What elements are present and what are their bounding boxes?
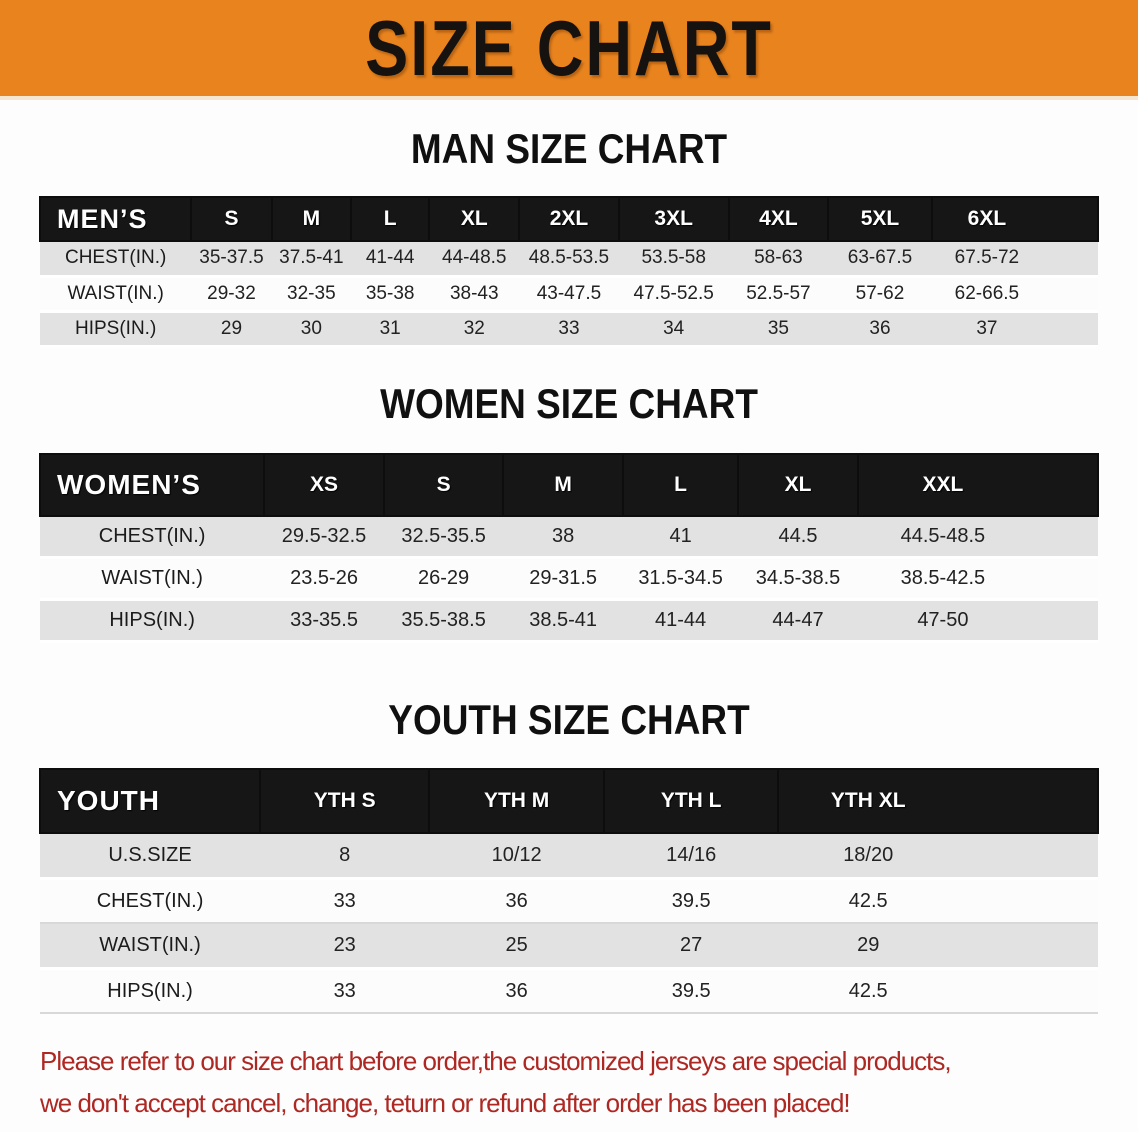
size-value: 47.5-52.5 bbox=[619, 276, 729, 311]
table-row bbox=[40, 311, 1098, 346]
size-value: 62-66.5 bbox=[932, 276, 1098, 311]
size-value: 29 bbox=[191, 311, 271, 346]
women-size-table bbox=[39, 453, 1099, 644]
size-column-header: YTH L bbox=[604, 769, 779, 833]
size-header-row bbox=[40, 454, 1098, 516]
size-value: 35 bbox=[729, 311, 828, 346]
size-value: 44-48.5 bbox=[429, 241, 519, 276]
table-row bbox=[40, 923, 1098, 968]
size-column-header: 4XL bbox=[729, 197, 828, 241]
size-column-header: XL bbox=[429, 197, 519, 241]
size-value: 33 bbox=[260, 878, 429, 923]
table-corner-label: MEN’S bbox=[40, 197, 191, 241]
size-value: 41-44 bbox=[623, 600, 738, 642]
size-value: 26-29 bbox=[384, 558, 504, 600]
size-value: 37 bbox=[932, 311, 1098, 346]
size-column-header: 3XL bbox=[619, 197, 729, 241]
size-value: 33-35.5 bbox=[264, 600, 384, 642]
row-label: U.S.SIZE bbox=[40, 833, 260, 878]
size-column-header: M bbox=[272, 197, 351, 241]
size-column-header: L bbox=[623, 454, 738, 516]
table-corner-label: WOMEN’S bbox=[40, 454, 264, 516]
size-value: 44-47 bbox=[738, 600, 858, 642]
row-label: HIPS(IN.) bbox=[40, 600, 264, 642]
size-value: 41 bbox=[623, 516, 738, 558]
size-value: 37.5-41 bbox=[272, 241, 351, 276]
size-value: 42.5 bbox=[778, 878, 1098, 923]
men-section bbox=[0, 127, 1138, 348]
row-label: HIPS(IN.) bbox=[40, 968, 260, 1013]
table-row bbox=[40, 878, 1098, 923]
table-row bbox=[40, 833, 1098, 878]
size-value: 47-50 bbox=[858, 600, 1098, 642]
size-value: 32-35 bbox=[272, 276, 351, 311]
row-label: WAIST(IN.) bbox=[40, 558, 264, 600]
size-column-header: XS bbox=[264, 454, 384, 516]
table-row bbox=[40, 516, 1098, 558]
men-size-table bbox=[39, 196, 1099, 348]
table-row bbox=[40, 276, 1098, 311]
size-value: 48.5-53.5 bbox=[519, 241, 618, 276]
row-label: HIPS(IN.) bbox=[40, 311, 191, 346]
size-value: 36 bbox=[429, 968, 604, 1013]
size-value: 43-47.5 bbox=[519, 276, 618, 311]
size-value: 41-44 bbox=[351, 241, 429, 276]
size-value: 57-62 bbox=[828, 276, 932, 311]
table-row bbox=[40, 968, 1098, 1013]
size-column-header: S bbox=[191, 197, 271, 241]
size-value: 53.5-58 bbox=[619, 241, 729, 276]
size-value: 36 bbox=[429, 878, 604, 923]
size-value: 31.5-34.5 bbox=[623, 558, 738, 600]
size-value: 34.5-38.5 bbox=[738, 558, 858, 600]
youth-section-heading: YOUTH SIZE CHART bbox=[388, 696, 750, 744]
size-value: 35-37.5 bbox=[191, 241, 271, 276]
banner-title: SIZE CHART bbox=[365, 4, 773, 92]
size-column-header: YTH M bbox=[429, 769, 604, 833]
size-value: 10/12 bbox=[429, 833, 604, 878]
size-value: 39.5 bbox=[604, 878, 779, 923]
disclaimer bbox=[40, 1040, 1138, 1124]
disclaimer-line-2: we don't accept cancel, change, teturn or refund after order has been placed! bbox=[40, 1088, 850, 1119]
size-value: 32 bbox=[429, 311, 519, 346]
size-value: 63-67.5 bbox=[828, 241, 932, 276]
size-column-header: YTH S bbox=[260, 769, 429, 833]
size-value: 38.5-41 bbox=[503, 600, 623, 642]
size-value: 35.5-38.5 bbox=[384, 600, 504, 642]
size-column-header: L bbox=[351, 197, 429, 241]
row-label: WAIST(IN.) bbox=[40, 923, 260, 968]
size-column-header: 2XL bbox=[519, 197, 618, 241]
size-column-header: S bbox=[384, 454, 504, 516]
size-value: 31 bbox=[351, 311, 429, 346]
size-value: 14/16 bbox=[604, 833, 779, 878]
size-header-row bbox=[40, 769, 1098, 833]
size-value: 34 bbox=[619, 311, 729, 346]
size-value: 25 bbox=[429, 923, 604, 968]
size-column-header: XL bbox=[738, 454, 858, 516]
women-section bbox=[0, 379, 1138, 644]
women-section-heading: WOMEN SIZE CHART bbox=[380, 379, 758, 427]
size-header-row bbox=[40, 197, 1098, 241]
size-value: 32.5-35.5 bbox=[384, 516, 504, 558]
size-value: 36 bbox=[828, 311, 932, 346]
size-value: 38 bbox=[503, 516, 623, 558]
table-corner-label: YOUTH bbox=[40, 769, 260, 833]
youth-size-table bbox=[39, 768, 1099, 1014]
size-value: 29-31.5 bbox=[503, 558, 623, 600]
size-value: 42.5 bbox=[778, 968, 1098, 1013]
size-column-header: 5XL bbox=[828, 197, 932, 241]
table-row bbox=[40, 558, 1098, 600]
size-value: 44.5-48.5 bbox=[858, 516, 1098, 558]
row-label: CHEST(IN.) bbox=[40, 878, 260, 923]
size-value: 30 bbox=[272, 311, 351, 346]
men-section-heading: MAN SIZE CHART bbox=[410, 125, 728, 172]
table-row bbox=[40, 241, 1098, 276]
size-value: 38-43 bbox=[429, 276, 519, 311]
size-value: 27 bbox=[604, 923, 779, 968]
size-column-header: M bbox=[503, 454, 623, 516]
size-value: 33 bbox=[519, 311, 618, 346]
size-value: 23.5-26 bbox=[264, 558, 384, 600]
size-value: 58-63 bbox=[729, 241, 828, 276]
row-label: CHEST(IN.) bbox=[40, 241, 191, 276]
size-column-header: YTH XL bbox=[778, 769, 1098, 833]
size-value: 52.5-57 bbox=[729, 276, 828, 311]
size-value: 38.5-42.5 bbox=[858, 558, 1098, 600]
row-label: CHEST(IN.) bbox=[40, 516, 264, 558]
size-value: 35-38 bbox=[351, 276, 429, 311]
disclaimer-line-1: Please refer to our size chart before order,the customized jerseys are special products, bbox=[40, 1046, 951, 1077]
size-value: 39.5 bbox=[604, 968, 779, 1013]
size-value: 29.5-32.5 bbox=[264, 516, 384, 558]
size-chart-banner bbox=[0, 0, 1138, 100]
table-row bbox=[40, 600, 1098, 642]
size-value: 29 bbox=[778, 923, 1098, 968]
size-value: 18/20 bbox=[778, 833, 1098, 878]
size-value: 29-32 bbox=[191, 276, 271, 311]
size-value: 8 bbox=[260, 833, 429, 878]
size-column-header: 6XL bbox=[932, 197, 1098, 241]
size-value: 67.5-72 bbox=[932, 241, 1098, 276]
youth-section bbox=[0, 698, 1138, 1014]
size-value: 44.5 bbox=[738, 516, 858, 558]
size-value: 23 bbox=[260, 923, 429, 968]
row-label: WAIST(IN.) bbox=[40, 276, 191, 311]
size-column-header: XXL bbox=[858, 454, 1098, 516]
size-value: 33 bbox=[260, 968, 429, 1013]
